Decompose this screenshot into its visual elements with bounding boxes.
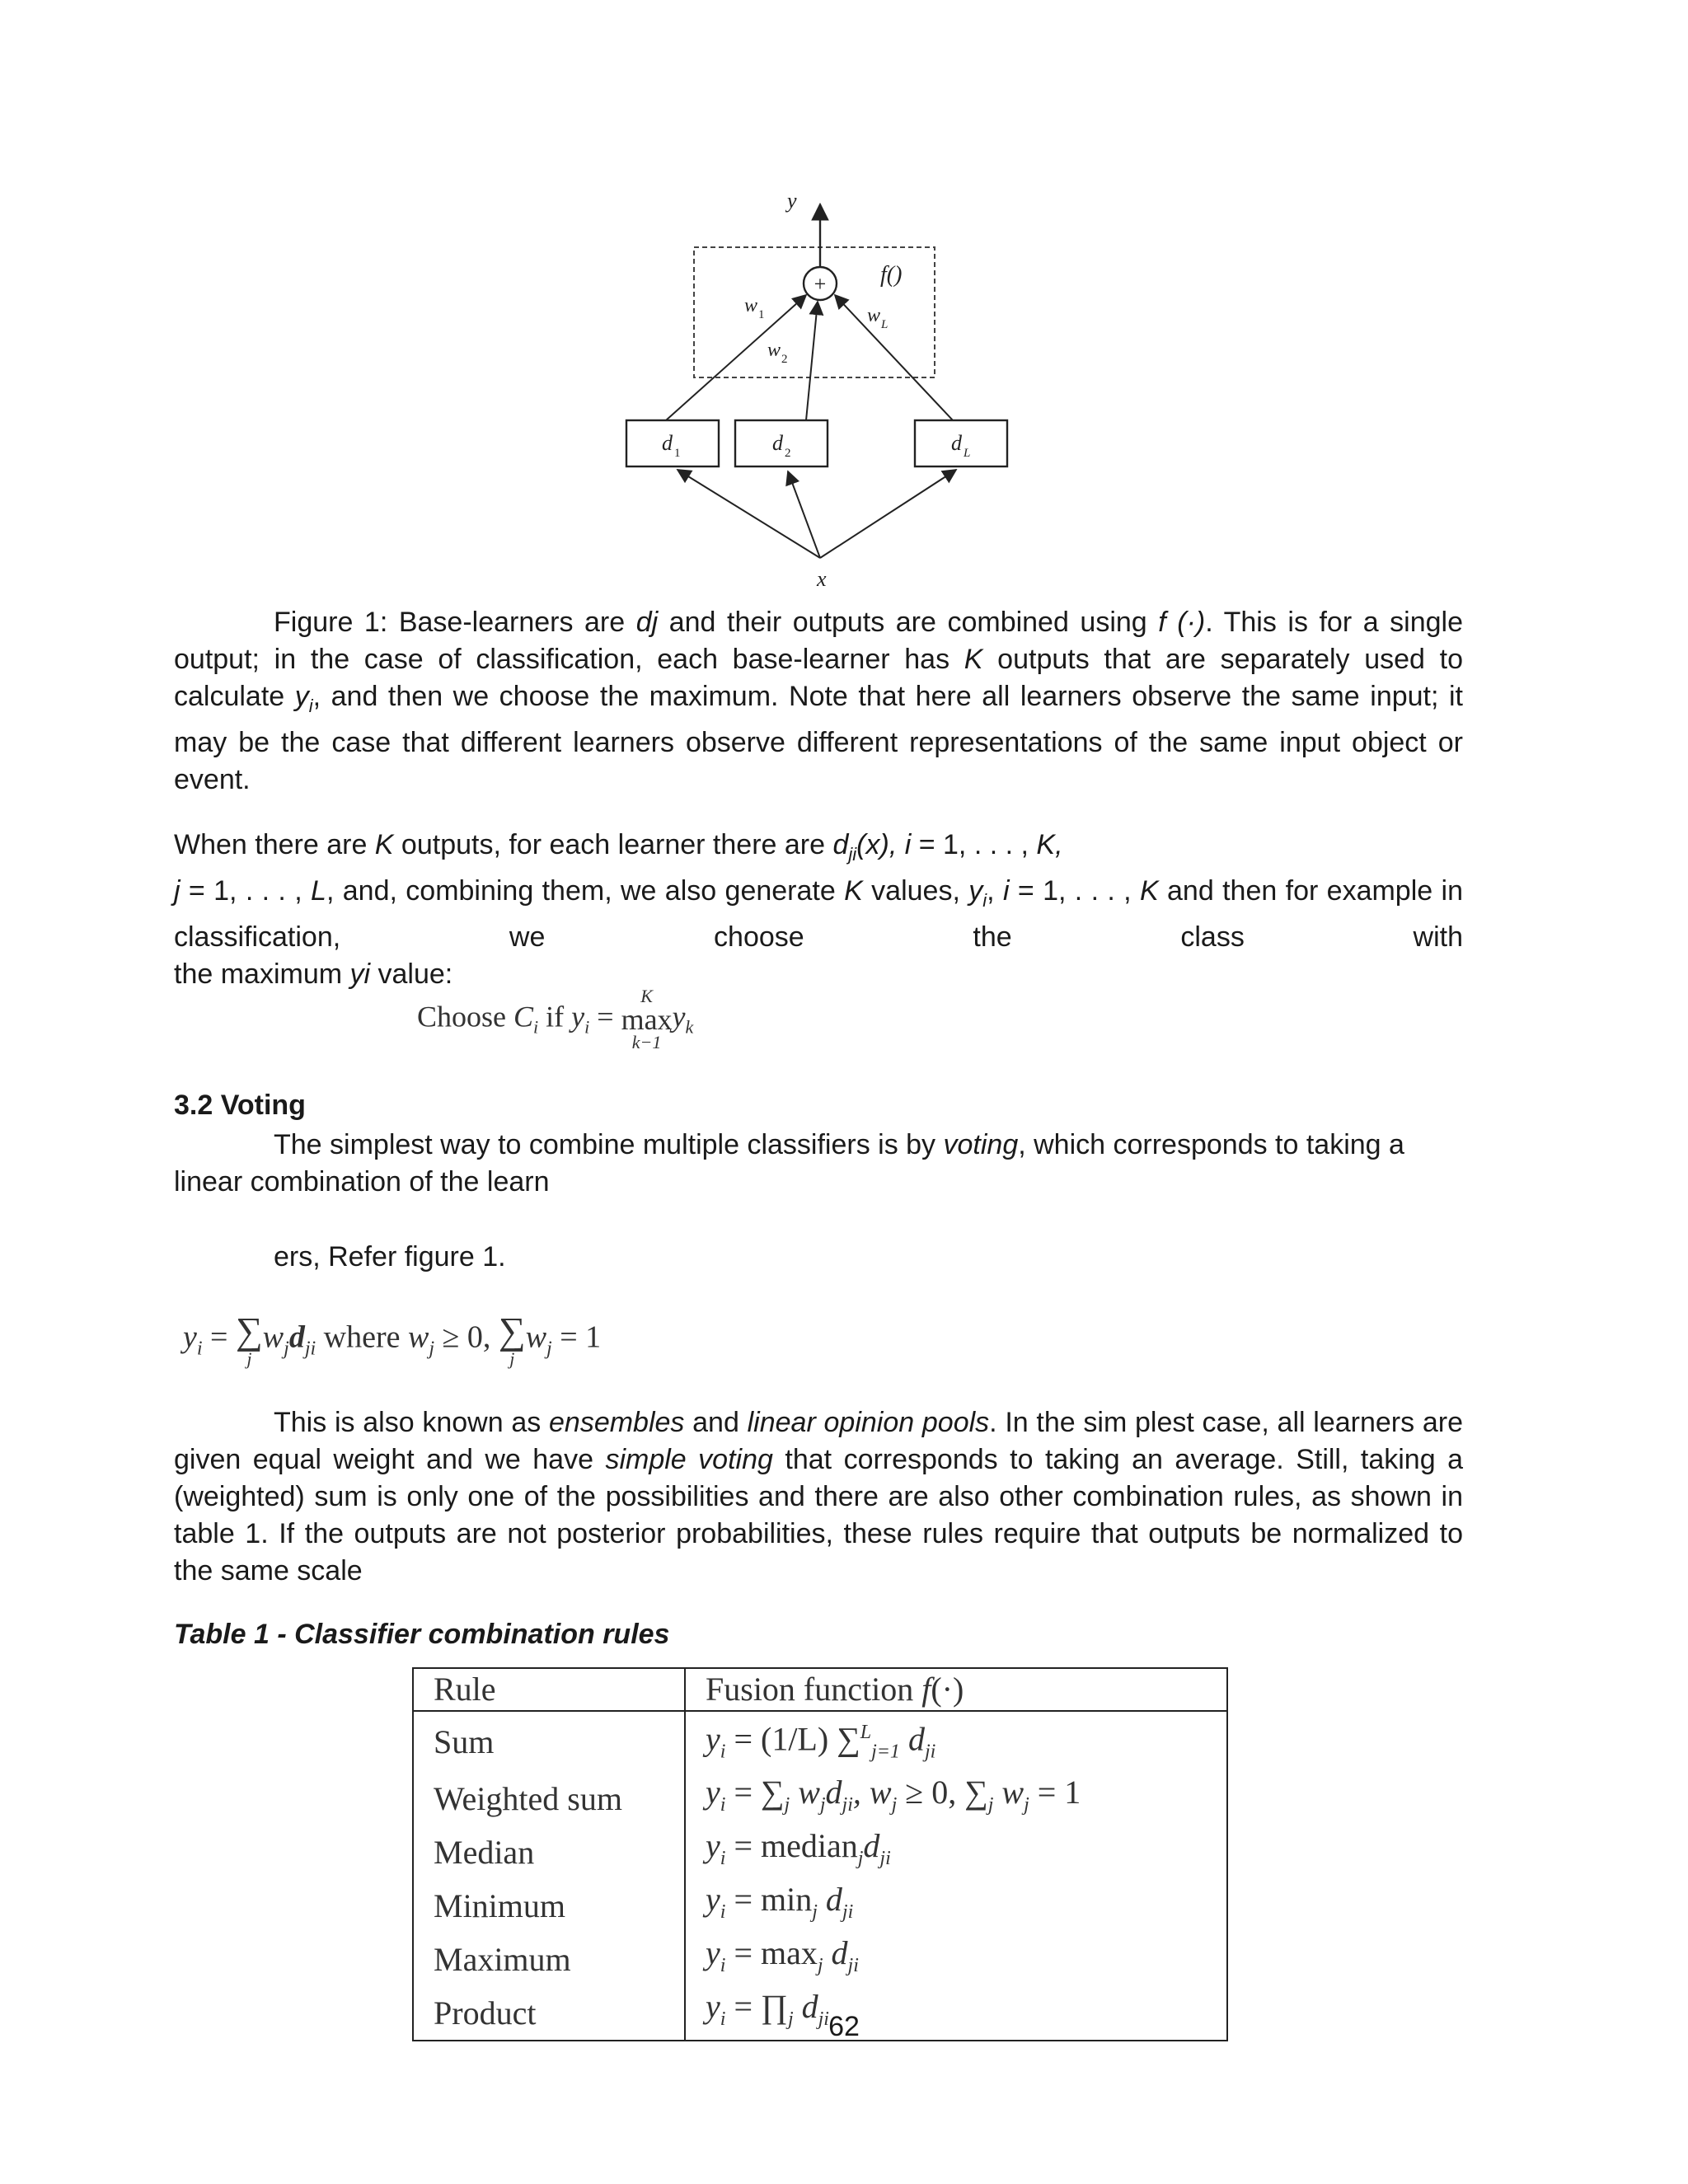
outputs-line-3: the maximum yi value: xyxy=(174,958,453,990)
label-wL-sub: L xyxy=(881,318,889,331)
label-d1-sub: 1 xyxy=(674,447,681,460)
input-edge-d1 xyxy=(678,470,820,558)
outputs-paragraph xyxy=(174,827,1463,993)
choose-class-equation: Choose $C_i$ if $y_i$ = K max k−1 $y_k$ xyxy=(417,986,694,1052)
rule-name: Product xyxy=(413,1986,685,2041)
outputs-line-1: When there are K outputs, for each learner there are $d_{ji}(x)$, i = 1, . . . , K, xyxy=(174,829,1063,865)
label-d2-sub: 2 xyxy=(785,447,791,460)
table-row xyxy=(413,1825,1227,1879)
sum-node-plus: + xyxy=(814,272,827,296)
fusion-formula: $y_i = \max_j d_{ji}$ xyxy=(685,1933,1227,1986)
label-y: y xyxy=(787,190,797,213)
edge-w2 xyxy=(806,302,818,420)
ensemble-diagram xyxy=(610,190,1055,593)
fusion-formula: $y_i$ = $median_jd_{ji}$ xyxy=(685,1825,1227,1879)
rule-name: Minimum xyxy=(413,1879,685,1933)
label-dL: d xyxy=(951,431,962,455)
rule-name: Median xyxy=(413,1825,685,1879)
rule-name: Weighted sum xyxy=(413,1772,685,1825)
rule-name: Sum xyxy=(413,1711,685,1772)
sum-operator-1: ∑ j xyxy=(235,1310,263,1369)
label-wL: w xyxy=(867,305,881,326)
fusion-formula: $y_i$ = $\prod_j$ $d_{ji}$ xyxy=(685,1986,1227,2041)
table-header-row xyxy=(413,1668,1227,1711)
combination-rules-table xyxy=(412,1667,1228,2041)
table-row xyxy=(413,1711,1227,1772)
input-edge-d2 xyxy=(788,471,820,558)
ensembles-paragraph: This is also known as ensembles and linear opinion pools. In the sim plest case, all learners are given equal weight and we have simple voting that corresponds to taking an average. Still, taking a (weighted) sum is only one of the possibilities and there are also other combination rules, as shown in table 1. If the outputs are not posterior probabilities, these rules require that outputs be normalized to the same scale xyxy=(174,1407,1463,1586)
input-edge-dL xyxy=(820,470,956,558)
page-number: 62 xyxy=(828,2011,860,2042)
section-heading: 3.2 Voting xyxy=(174,1090,306,1121)
fusion-formula: $y_i = (1/L)$ ∑$^L_{j=1}$ $d_{ji}$ xyxy=(685,1711,1227,1772)
label-w2: w xyxy=(767,340,781,361)
table-row xyxy=(413,1772,1227,1825)
header-rule: Rule xyxy=(413,1668,685,1711)
learner-box-d1 xyxy=(626,420,719,466)
fusion-formula: $y_i = \sum_j$ $w_jd_{ji}$, $w_j \ge 0$, $\sum_j$ $w_j = 1$ xyxy=(685,1772,1227,1825)
label-dL-sub: L xyxy=(964,447,971,460)
voting-paragraph: The simplest way to combine multiple classifiers is by voting, which corresponds to taking a linear combination of the learn xyxy=(174,1129,1404,1197)
label-w2-sub: 2 xyxy=(781,353,788,366)
label-d1: d xyxy=(662,431,673,455)
outputs-line-2: j = 1, . . . , L, and, combining them, we also generate K values, $y_i$, i = 1, . . . , K and then for example in classification, we choose the class with xyxy=(174,874,1463,953)
label-f: f() xyxy=(880,262,903,288)
voting-equation: $y_i$ = ∑ j $w_jd_{ji}$ where $w_j \ge 0$, ∑ j $w_j = 1$ xyxy=(183,1310,602,1369)
label-d2: d xyxy=(772,431,783,455)
label-w1-sub: 1 xyxy=(758,308,765,321)
fusion-formula: $y_i = \min_j d_{ji}$ xyxy=(685,1879,1227,1933)
voting-paragraph-cont: ers, Refer figure 1. xyxy=(274,1241,506,1272)
header-fusion: Fusion function f(·) xyxy=(685,1668,1227,1711)
rule-name: Maximum xyxy=(413,1933,685,1986)
max-operator: K max k−1 xyxy=(621,986,673,1052)
figure-caption: Figure 1: Base-learners are dj and their outputs are combined using f (·). This is for a single output; in the case of classification, each base-learner has K outputs that are separately used to calculate $y_i$, and then we choose the maximum. Note that here all learners observe the same input; it may be the case that different learners observe different representations of the same input object or event. xyxy=(174,607,1464,795)
label-w1: w xyxy=(744,295,758,316)
label-x: x xyxy=(817,567,827,591)
table-row xyxy=(413,1879,1227,1933)
table-caption: Table 1 - Classifier combination rules xyxy=(174,1619,670,1650)
table-row xyxy=(413,1933,1227,1986)
sum-operator-2: ∑ j xyxy=(498,1310,526,1369)
